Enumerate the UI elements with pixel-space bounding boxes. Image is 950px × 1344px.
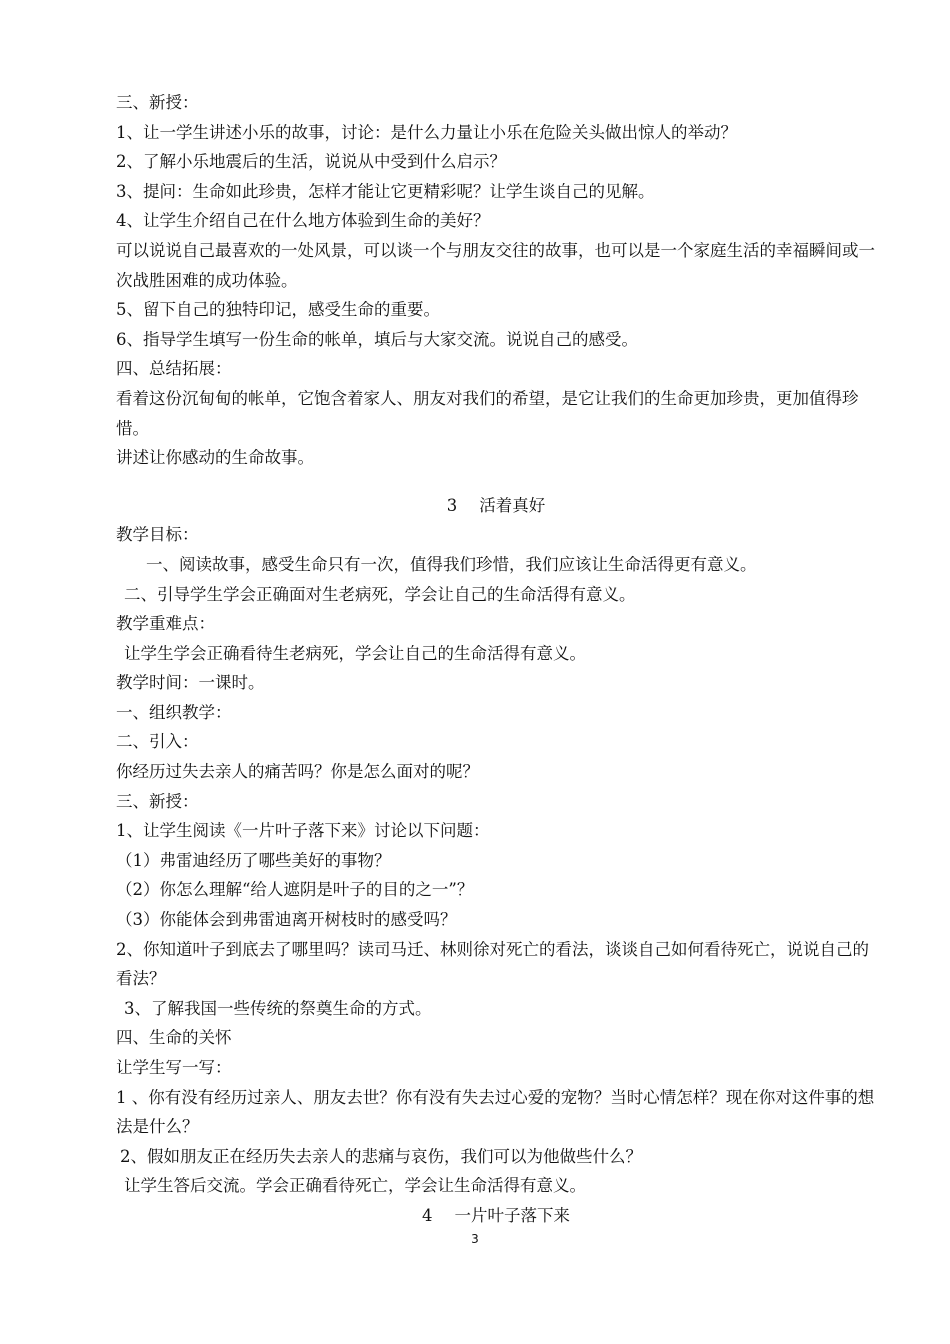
paragraph: 让学生学会正确看待生老病死，学会让自己的生命活得有意义。 bbox=[124, 643, 586, 663]
list-item: 6、指导学生填写一份生命的帐单，填后与大家交流。说说自己的感受。 bbox=[116, 329, 638, 349]
list-item: 2、你知道叶子到底去了哪里吗？读司马迁、林则徐对死亡的看法，谈谈自己如何看待死亡，说说自己的看法？ bbox=[116, 939, 869, 989]
lesson-title-text: 一片叶子落下来 bbox=[454, 1205, 570, 1225]
lesson-title-text: 活着真好 bbox=[479, 495, 546, 515]
heading-summary: 四、总结拓展： bbox=[116, 359, 232, 379]
lesson-number: 4 bbox=[422, 1205, 433, 1225]
lesson-title bbox=[116, 1201, 876, 1231]
lesson-number: 3 bbox=[446, 495, 458, 515]
list-item: 1、让一学生讲述小乐的故事，讨论：是什么力量让小乐在危险关头做出惊人的举动？ bbox=[116, 122, 737, 142]
paragraph: 让学生答后交流。学会正确看待死亡，学会让生命活得有意义。 bbox=[124, 1176, 586, 1196]
heading-step: 二、引入： bbox=[116, 732, 199, 752]
lesson-title bbox=[116, 491, 876, 521]
paragraph: 你经历过失去亲人的痛苦吗？你是怎么面对的呢？ bbox=[116, 762, 479, 782]
list-item: 3、了解我国一些传统的祭奠生命的方式。 bbox=[124, 998, 432, 1018]
heading-step: 三、新授： bbox=[116, 791, 199, 811]
heading-step: 四、生命的关怀 bbox=[116, 1028, 232, 1048]
list-item: 5、留下自己的独特印记，感受生命的重要。 bbox=[116, 300, 440, 320]
heading-goals: 教学目标： bbox=[116, 525, 199, 545]
page-number: 3 bbox=[471, 1232, 479, 1246]
question-item: （3）你能体会到弗雷迪离开树枝时的感受吗？ bbox=[116, 910, 457, 930]
list-item: 4、让学生介绍自己在什么地方体验到生命的美好？ bbox=[116, 211, 490, 231]
goal-item: 二、引导学生学会正确面对生老病死，学会让自己的生命活得有意义。 bbox=[124, 584, 636, 604]
list-item: 1 、你有没有经历过亲人、朋友去世？你有没有失去过心爱的宠物？当时心情怎样？现在你对这件事的想法是什么？ bbox=[116, 1087, 875, 1137]
paragraph: 讲述让你感动的生命故事。 bbox=[116, 448, 314, 468]
goal-item: 一、阅读故事，感受生命只有一次，值得我们珍惜，我们应该让生命活得更有意义。 bbox=[146, 554, 757, 574]
paragraph: 教学时间：一课时。 bbox=[116, 673, 265, 693]
list-item: 2、了解小乐地震后的生活，说说从中受到什么启示？ bbox=[116, 152, 506, 172]
heading-new-teach: 三、新授： bbox=[116, 93, 199, 112]
paragraph: 可以说说自己最喜欢的一处风景，可以谈一个与朋友交往的故事，也可以是一个家庭生活的幸福瞬间或一次战胜困难的成功体验。 bbox=[116, 240, 875, 290]
list-item: 2、假如朋友正在经历失去亲人的悲痛与哀伤，我们可以为他做些什么？ bbox=[120, 1146, 642, 1166]
heading-key-points: 教学重难点： bbox=[116, 614, 215, 634]
question-item: （2）你怎么理解“给人遮阴是叶子的目的之一”？ bbox=[116, 880, 474, 900]
heading-step: 一、组织教学： bbox=[116, 702, 232, 722]
list-item: 3、提问：生命如此珍贵，怎样才能让它更精彩呢？让学生谈自己的见解。 bbox=[116, 181, 655, 201]
paragraph: 让学生写一写： bbox=[116, 1058, 232, 1077]
list-item: 1、让学生阅读《一片叶子落下来》讨论以下问题： bbox=[116, 821, 490, 841]
document-page bbox=[116, 88, 876, 1231]
paragraph: 看着这份沉甸甸的帐单，它饱含着家人、朋友对我们的希望，是它让我们的生命更加珍贵，更加值得珍惜。 bbox=[116, 388, 859, 438]
question-item: （1）弗雷迪经历了哪些美好的事物？ bbox=[116, 850, 391, 870]
